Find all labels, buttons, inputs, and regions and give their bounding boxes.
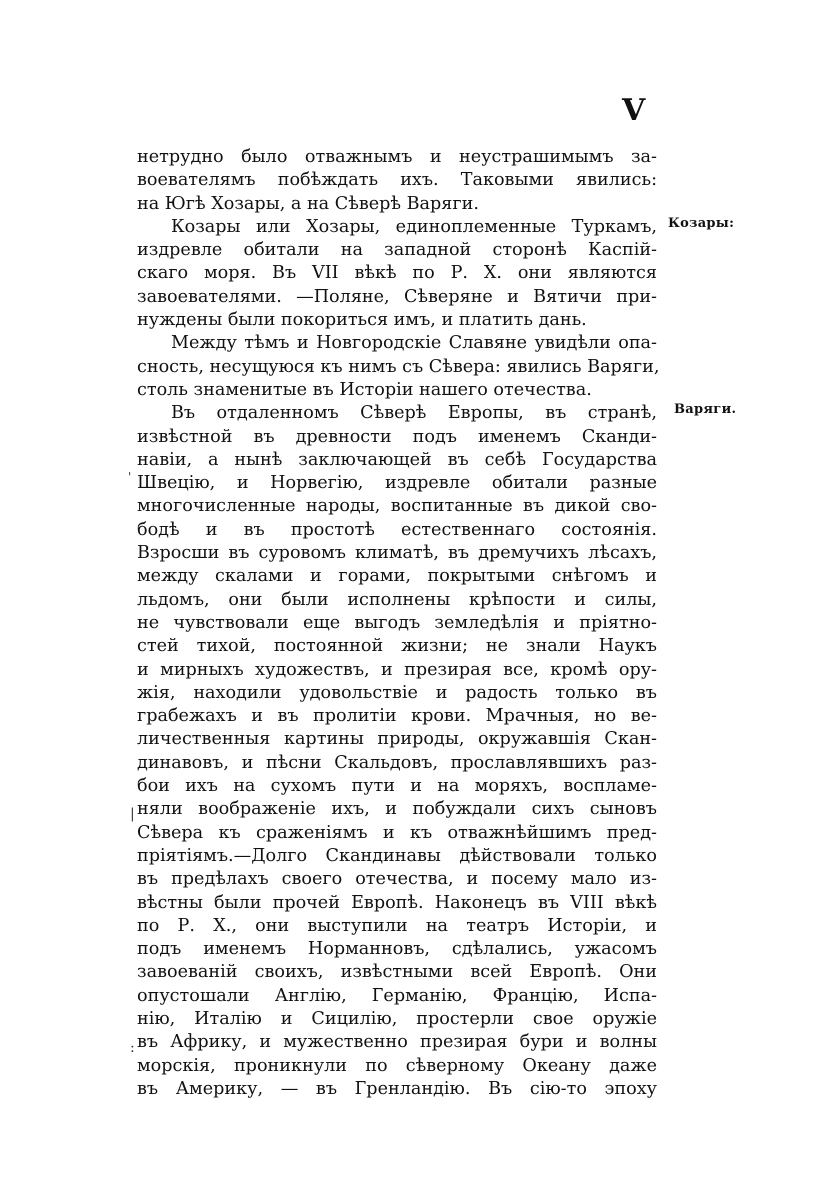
margin-note-khazars: Козары: [668,216,735,231]
text-line: навіи, а нынѣ заключающей въ себѣ Государства [137,449,657,470]
margin-note-varangians: Варяги. [674,402,737,417]
text-line: Взросши въ суровомъ климатѣ, въ дремучихъ лѣсахъ, [137,543,657,564]
text-line: опустошали Англію, Германію, Францію, Испа- [137,985,657,1006]
text-line: между скалами и горами, покрытыми снѣгомъ и [137,566,657,587]
text-line: въ Америку, — въ Гренландію. Въ сію-то эпоху [137,1078,657,1099]
text-line: подъ именемъ Норманновъ, сдѣлались, ужасомъ [137,939,657,960]
print-mark: ' [128,470,132,484]
text-line: столь знаменитые въ Исторіи нашего отечества. [137,379,592,400]
text-line: нуждены были покориться имъ, и платить дань. [137,310,587,331]
text-line: въ Африку, и мужественно презирая бури и волны [137,1032,657,1053]
text-line: сность, несущуюся къ нимъ съ Сѣвера: явились Варяги, [137,356,660,377]
text-line: льдомъ, они были исполнены крѣпости и силы, [137,589,657,610]
text-line: Въ отдаленномъ Сѣверѣ Европы, въ странѣ, [171,403,657,424]
text-line: въ предѣлахъ своего отечества, и посему мало из- [137,869,657,890]
text-line: на Югѣ Хозары, а на Сѣверѣ Варяги. [137,193,479,214]
text-line: Сѣвера къ сраженіямъ и къ отважнѣйшимъ пред- [137,822,657,843]
text-line: грабежахъ и въ пролитіи крови. Мрачныя, но ве- [137,706,657,727]
text-line: пріятіямъ.—Долго Скандинавы дѣйствовали только [137,845,657,866]
text-line: бодѣ и въ простотѣ естественнаго состоянія. [137,519,657,540]
text-line: скаго моря. Въ VII вѣкѣ по Р. Х. они являются [137,263,657,284]
text-line: бои ихъ на сухомъ пути и на моряхъ, воспламе- [137,776,657,797]
text-line: няли воображеніе ихъ, и побуждали сихъ сыновъ [137,799,657,820]
text-line: вѣстны были прочей Европѣ. Наконецъ въ VIII вѣкѣ [137,892,657,913]
text-line: Между тѣмъ и Новгородскіе Славяне увидѣли опа- [171,333,657,354]
print-mark: | [130,806,135,822]
text-line: издревле обитали на западной сторонѣ Каспій- [137,240,657,261]
page-number: V [622,93,646,128]
print-mark: : [130,1040,135,1056]
text-line: Козары или Хозары, единоплеменные Туркамъ, [171,216,657,237]
text-line: извѣстной въ древности подъ именемъ Сканди- [137,426,657,447]
text-line: морскія, проникнули по сѣверному Океану даже [137,1055,657,1076]
text-line: не чувствовали еще выгодъ земледѣлія и пріятно- [137,612,657,633]
body-text [137,146,660,1101]
text-line: многочисленные народы, воспитанные въ дикой сво- [137,496,657,517]
text-line: жія, находили удовольствіе и радость только въ [137,682,657,703]
text-line: воевателямъ побѣждать ихъ. Таковыми явились: [137,170,657,191]
text-line: и мирныхъ художествъ, и презирая все, кромѣ ору- [137,659,657,680]
text-line: личественныя картины природы, окружавшія Скан- [137,729,657,750]
text-line: нію, Италію и Сицилію, простерли свое оружіе [137,1008,657,1029]
text-line: Швецію, и Норвегію, издревле обитали разные [137,473,657,494]
text-line: завоеваній своихъ, извѣстными всей Европѣ. Они [137,962,657,983]
text-line: завоевателями. —Поляне, Сѣверяне и Вятичи при- [137,286,657,307]
text-line: динавовъ, и пѣсни Скальдовъ, прославлявшихъ раз- [137,752,657,773]
text-line: нетрудно было отважнымъ и неустрашимымъ за- [137,147,657,167]
text-line: по Р. Х., они выступили на театръ Исторіи, и [137,915,657,936]
text-line: стей тихой, постоянной жизни; не знали Наукъ [137,636,657,657]
